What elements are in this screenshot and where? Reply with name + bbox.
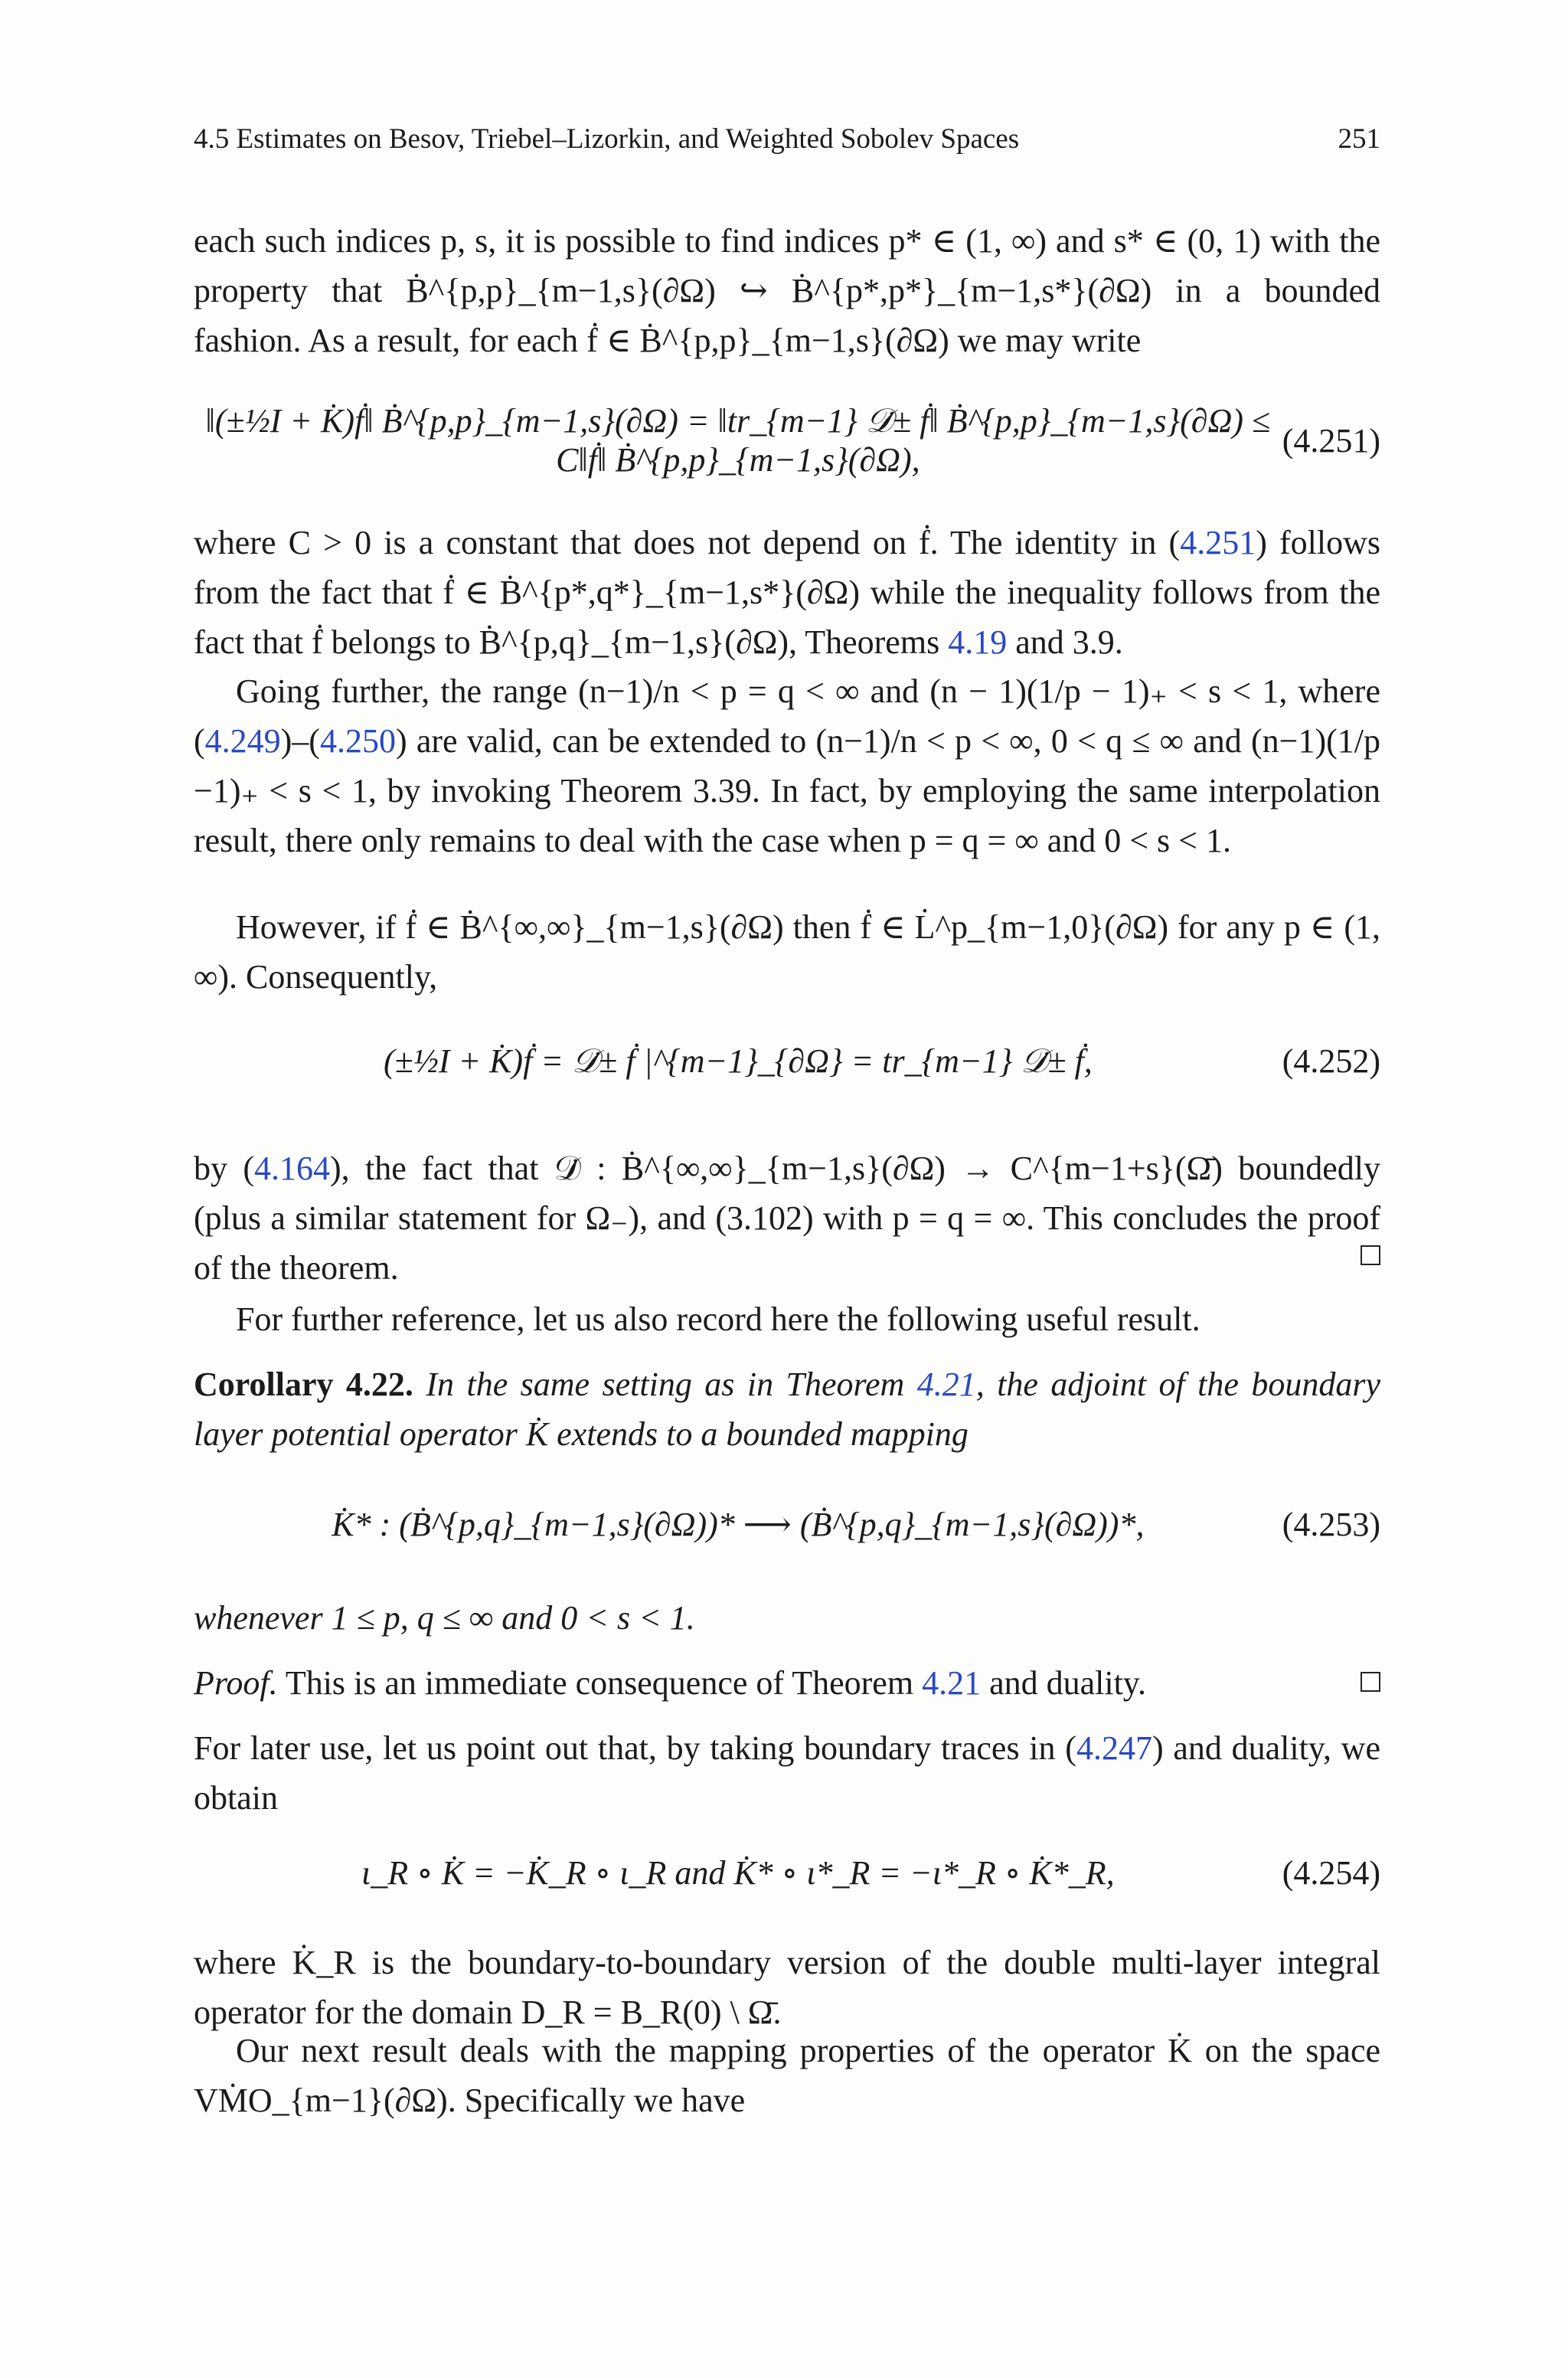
paragraph-8: where K̇_R is the boundary-to-boundary version of the double multi-layer integral operator for the domain D_R = B_R(0) \ Ω̄. xyxy=(194,1944,1380,2031)
ref-4-164[interactable]: 4.164 xyxy=(254,1150,331,1187)
page-number: 251 xyxy=(1338,123,1380,155)
equation-body: K̇* : (Ḃ^{p,q}_{m−1,s}(∂Ω))* ⟶ (Ḃ^{p,q}_{m−1,s}(∂Ω))*, xyxy=(332,1505,1145,1543)
running-header xyxy=(194,123,1380,161)
ref-theorem-4-19[interactable]: 4.19 xyxy=(948,623,1008,661)
equation-4-252 xyxy=(194,1026,1380,1095)
paragraph-7: For later use, let us point out that, by taking boundary traces in (4.247) and duality, we obtain xyxy=(194,1729,1380,1817)
paragraph-5: by (4.164), the fact that 𝒟̇ : Ḃ^{∞,∞}_{m−1,s}(∂Ω) → C^{m−1+s}(Ω̄) boundedly (plus a similar statement for Ω₋), and (3.102) with p = q = ∞. This concludes the proof of the theorem. xyxy=(194,1150,1380,1287)
corollary-label: Corollary 4.22. xyxy=(194,1366,413,1403)
paragraph-1: each such indices p, s, it is possible to find indices p* ∈ (1, ∞) and s* ∈ (0, 1) with the property that Ḃ^{p,p}_{m−1,s}(∂Ω) ↪ Ḃ^{p*,p*}_{m−1,s*}(∂Ω) in a bounded fashion. As a result, for each ḟ ∈ Ḃ^{p,p}_{m−1,s}(∂Ω) we may write xyxy=(194,222,1380,359)
equation-number: (4.253) xyxy=(1282,1505,1380,1543)
ref-theorem-4-21[interactable]: 4.21 xyxy=(916,1366,976,1403)
paragraph-6: For further reference, let us also record here the following useful result. xyxy=(236,1300,1200,1338)
ref-4-251[interactable]: 4.251 xyxy=(1180,524,1256,561)
paragraph-3: Going further, the range (n−1)/n < p = q < ∞ and (n − 1)(1/p − 1)₊ < s < 1, where (4.249)–(4.250) are valid, can be extended to (n−1)/n < p < ∞, 0 < q ≤ ∞ and (n−1)(1/p −1)₊ < s < 1, by invoking Theorem 3.39. In fact, by employing the same interpolation result, there only remains to deal with the case when p = q = ∞ and 0 < s < 1. xyxy=(194,672,1380,859)
qed-symbol-2 xyxy=(1361,1672,1380,1692)
paragraph-9: Our next result deals with the mapping properties of the operator K̇ on the space VṀO_{m−1}(∂Ω). Specifically we have xyxy=(194,2032,1380,2119)
equation-4-251 xyxy=(194,402,1380,479)
proof-label: Proof. xyxy=(194,1664,278,1702)
proof: Proof. This is an immediate consequence of Theorem 4.21 and duality. xyxy=(194,1664,1146,1702)
corollary-condition: whenever 1 ≤ p, q ≤ ∞ and 0 < s < 1. xyxy=(194,1599,695,1637)
equation-number: (4.254) xyxy=(1282,1853,1380,1892)
section-title: 4.5 Estimates on Besov, Triebel–Lizorkin, and Weighted Sobolev Spaces xyxy=(194,123,1020,155)
paragraph-4: However, if ḟ ∈ Ḃ^{∞,∞}_{m−1,s}(∂Ω) then ḟ ∈ L̇^p_{m−1,0}(∂Ω) for any p ∈ (1, ∞). Consequently, xyxy=(194,908,1380,996)
equation-body: ‖(±½I + K̇)ḟ‖ Ḃ^{p,p}_{m−1,s}(∂Ω) = ‖tr_{m−1} 𝒟̇± ḟ‖ Ḃ^{p,p}_{m−1,s}(∂Ω) ≤ C‖ḟ‖ Ḃ^{p,p}_{m−1,s}(∂Ω), xyxy=(205,402,1271,479)
equation-number: (4.252) xyxy=(1282,1042,1380,1080)
qed-symbol xyxy=(1361,1245,1380,1265)
equation-body: ι_R ∘ K̇ = −K̇_R ∘ ι_R and K̇* ∘ ι*_R = −ι*_R ∘ K̇*_R, xyxy=(361,1853,1115,1892)
equation-number: (4.251) xyxy=(1282,421,1380,460)
paragraph-2: where C > 0 is a constant that does not depend on ḟ. The identity in (4.251) follows from the fact that ḟ ∈ Ḃ^{p*,q*}_{m−1,s*}(∂Ω) while the inequality follows from the fact that ḟ belongs to Ḃ^{p,q}_{m−1,s}(∂Ω), Theorems 4.19 and 3.9. xyxy=(194,524,1380,661)
ref-4-249[interactable]: 4.249 xyxy=(204,722,281,760)
equation-body: (±½I + K̇)ḟ = 𝒟̇± ḟ |^{m−1}_{∂Ω} = tr_{m−1} 𝒟̇± ḟ, xyxy=(383,1042,1093,1080)
corollary-4-22: Corollary 4.22. In the same setting as in Theorem 4.21, the adjoint of the boundary layer potential operator K̇ extends to a bounded mapping xyxy=(194,1366,1380,1453)
equation-4-253 xyxy=(194,1490,1380,1559)
ref-theorem-4-21-proof[interactable]: 4.21 xyxy=(922,1664,982,1702)
ref-4-247[interactable]: 4.247 xyxy=(1076,1729,1152,1767)
equation-4-254 xyxy=(194,1838,1380,1907)
ref-4-250[interactable]: 4.250 xyxy=(319,722,396,760)
